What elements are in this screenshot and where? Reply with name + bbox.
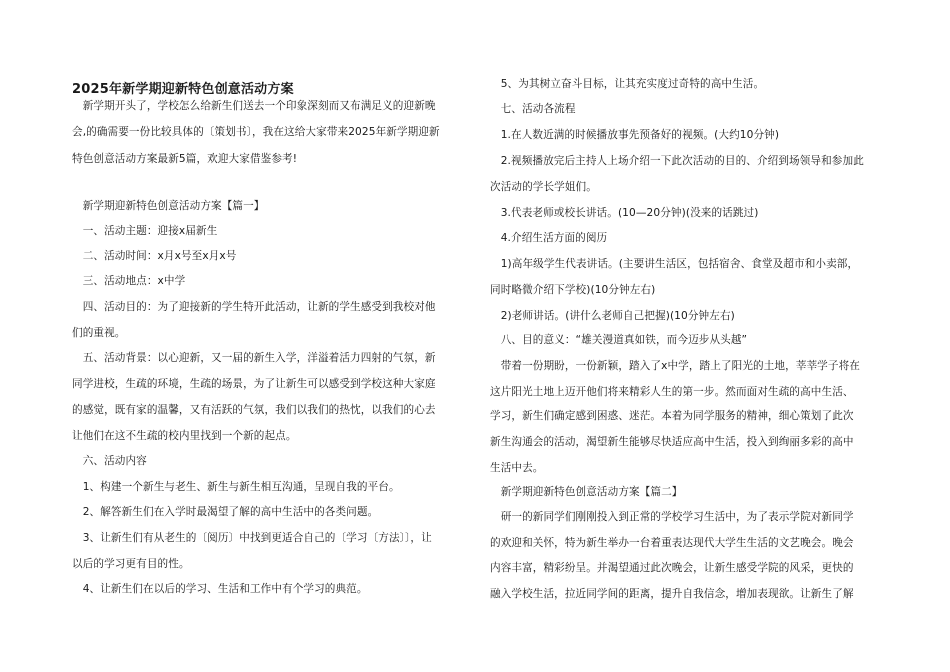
- left-text-line: 的感觉，既有家的温馨，又有活跃的气氛，我们以我们的热忱，以我们的心去: [72, 404, 436, 416]
- left-text-line: 3、让新生们有从老生的〔阅历〕中找到更适合自己的〔学习〔方法〕〕，让: [72, 532, 432, 544]
- left-text-line: 让他们在这不生疏的校内里找到一个新的起点。: [72, 430, 297, 442]
- right-text-line: 3.代表老师或校长讲话。(10—20分钟)(没来的话跳过): [490, 207, 759, 219]
- left-text-line: 新学期迎新特色创意活动方案【篇一】: [72, 200, 265, 212]
- left-text-line: 三、活动地点：x中学: [72, 275, 186, 287]
- right-text-line: 1.在人数近满的时候播放事先预备好的视频。(大约10分钟): [490, 129, 780, 141]
- right-text-line: 这片阳光土地上迈开他们将来精彩人生的第一步。然而面对生疏的高中生活、: [490, 386, 854, 398]
- right-text-line: 带着一份期盼，一份新颖，踏入了x中学，踏上了阳光的土地，莘莘学子将在: [490, 360, 860, 372]
- right-text-line: 生活中去。: [490, 462, 544, 474]
- left-text-line: 六、活动内容: [72, 455, 147, 467]
- left-text-line: 四、活动目的：为了迎接新的学生特开此活动，让新的学生感受到我校对他: [72, 301, 436, 313]
- document-title: 2025年新学期迎新特色创意活动方案: [72, 82, 294, 97]
- left-text-line: 特色创意活动方案最新5篇，欢迎大家借鉴参考!: [72, 153, 298, 165]
- right-text-line: 2.视频播放完后主持人上场介绍一下此次活动的目的、介绍到场领导和参加此: [490, 155, 864, 167]
- left-text-line: 2、解答新生们在入学时最渴望了解的高中生活中的各类问题。: [72, 506, 379, 518]
- right-text-line: 学习，新生们确定感到困惑、迷茫。本着为同学服务的精神，细心策划了此次: [490, 410, 854, 422]
- left-text-line: 一、活动主题：迎接x届新生: [72, 225, 218, 237]
- right-text-line: 次活动的学长学姐们。: [490, 181, 597, 193]
- left-text-line: 们的重视。: [72, 327, 126, 339]
- right-text-line: 5、为其树立奋斗目标，让其充实度过奇特的高中生活。: [490, 78, 765, 90]
- left-text-line: 二、活动时间：x月x号至x月x号: [72, 250, 237, 262]
- left-text-line: 同学进校，生疏的环境，生疏的场景，为了让新生可以感受到学校这种大家庭: [72, 378, 436, 390]
- right-text-line: 八、目的意义：“雄关漫道真如铁，而今迈步从头越”: [490, 334, 748, 346]
- right-text-line: 2)老师讲话。(讲什么老师自己把握)(10分钟左右): [490, 310, 735, 322]
- right-text-line: 的欢迎和关怀，特为新生举办一台着重表达现代大学生生活的文艺晚会。晚会: [490, 537, 854, 549]
- right-text-line: 研一的新同学们刚刚投入到正常的学校学习生活中，为了表示学院对新同学: [490, 511, 854, 523]
- right-text-line: 七、活动各流程: [490, 103, 576, 115]
- left-text-line: 会,的确需要一份比较具体的〔策划书〕，我在这给大家带来2025年新学期迎新: [72, 126, 440, 138]
- right-text-line: 4.介绍生活方面的阅历: [490, 232, 608, 244]
- left-text-line: 五、活动背景：以心迎新，又一届的新生入学，洋溢着活力四射的气氛，新: [72, 352, 436, 364]
- left-text-line: 1、构建一个新生与老生、新生与新生相互沟通，呈现自我的平台。: [72, 481, 400, 493]
- right-text-line: 同时略微介绍下学校)(10分钟左右): [490, 284, 656, 296]
- right-text-line: 融入学校生活，拉近同学间的距离，提升自我信念，增加表现欲。让新生了解: [490, 588, 854, 600]
- right-text-line: 新学期迎新特色创意活动方案【篇二】: [490, 486, 683, 498]
- left-text-line: 以后的学习更有目的性。: [72, 558, 190, 570]
- right-text-line: 内容丰富，精彩纷呈。并渴望通过此次晚会，让新生感受学院的风采，更快的: [490, 562, 854, 574]
- left-text-line: 新学期开头了，学校怎么给新生们送去一个印象深刻而又布满足义的迎新晚: [72, 100, 436, 112]
- right-text-line: 1)高年级学生代表讲话。(主要讲生活区，包括宿舍、食堂及超市和小卖部，: [490, 258, 859, 270]
- left-text-line: 4、让新生们在以后的学习、生活和工作中有个学习的典范。: [72, 583, 368, 595]
- right-text-line: 新生沟通会的活动，渴望新生能够尽快适应高中生活，投入到绚丽多彩的高中: [490, 436, 854, 448]
